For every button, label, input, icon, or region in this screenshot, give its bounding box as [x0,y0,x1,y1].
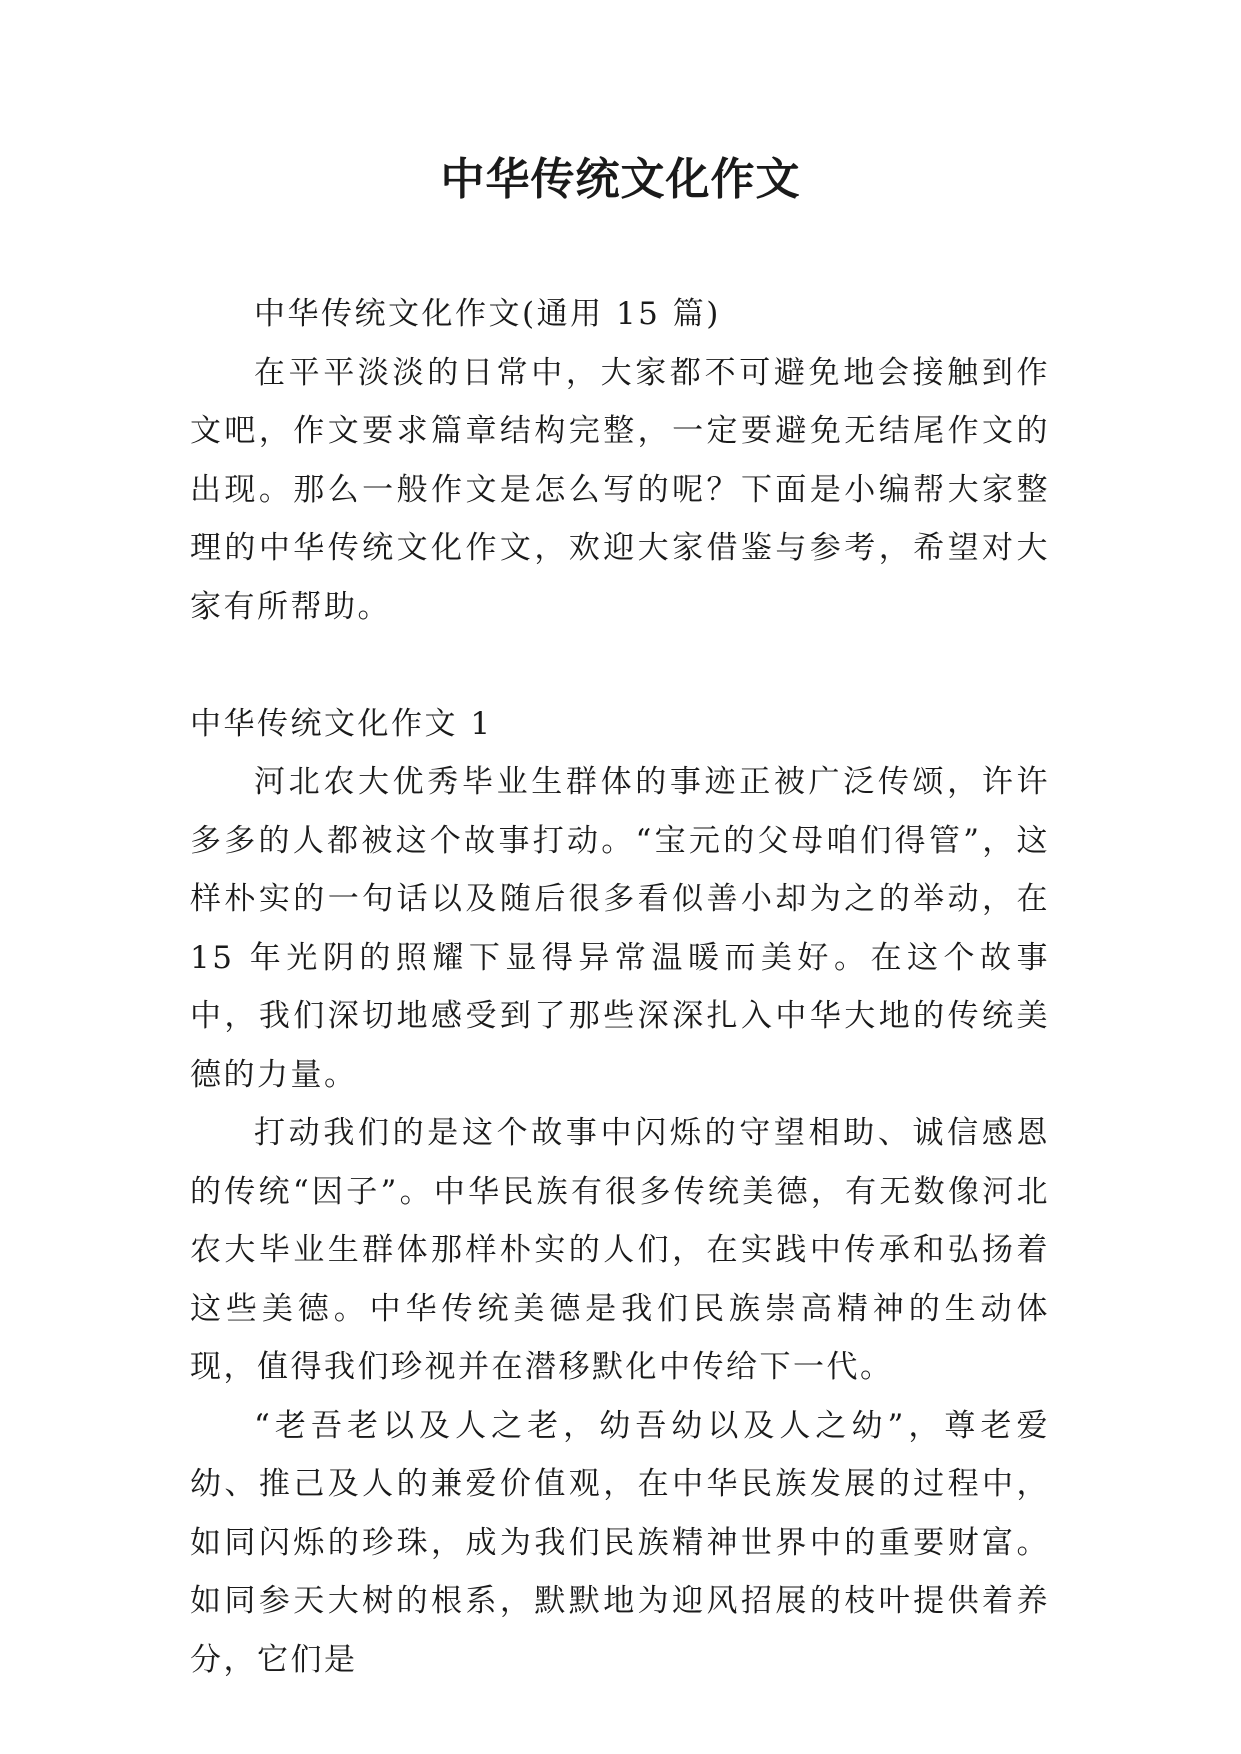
section-heading: 中华传统文化作文 1 [190,705,493,742]
section-spacer [190,636,1050,695]
body-paragraph-2: 打动我们的是这个故事中闪烁的守望相助、诚信感恩的传统“因子”。中华民族有很多传统美德，有无数像河北农大毕业生群体那样朴实的人们，在实践中传承和弘扬着这些美德。中华传统美德是我们民族崇高精神的生动体现，值得我们珍视并在潜移默化中传给下一代。 [190,1115,1050,1385]
document-subtitle: 中华传统文化作文(通用 15 篇) [254,296,721,332]
body-paragraph-1: 河北农大优秀毕业生群体的事迹正被广泛传颂，许许多多的人都被这个故事打动。“宝元的父母咱们得管”，这样朴实的一句话以及随后很多看似善小却为之的举动，在 15 年光阴的照耀下显得异常温暖而美好。在这个故事中，我们深切地感受到了那些深深扎入中华大地的传统美德的力量。 [190,764,1050,1093]
document-body [190,285,1050,1689]
body-paragraph-3: “老吾老以及人之老，幼吾幼以及人之幼”，尊老爱幼、推己及人的兼爱价值观，在中华民族发展的过程中，如同闪烁的珍珠，成为我们民族精神世界中的重要财富。如同参天大树的根系，默默地为迎风招展的枝叶提供着养分，它们是 [190,1407,1050,1678]
intro-paragraph: 在平平淡淡的日常中，大家都不可避免地会接触到作文吧，作文要求篇章结构完整，一定要避免无结尾作文的出现。那么一般作文是怎么写的呢？下面是小编帮大家整理的中华传统文化作文，欢迎大家借鉴与参考，希望对大家有所帮助。 [190,354,1050,625]
document-title: 中华传统文化作文 [440,154,801,205]
